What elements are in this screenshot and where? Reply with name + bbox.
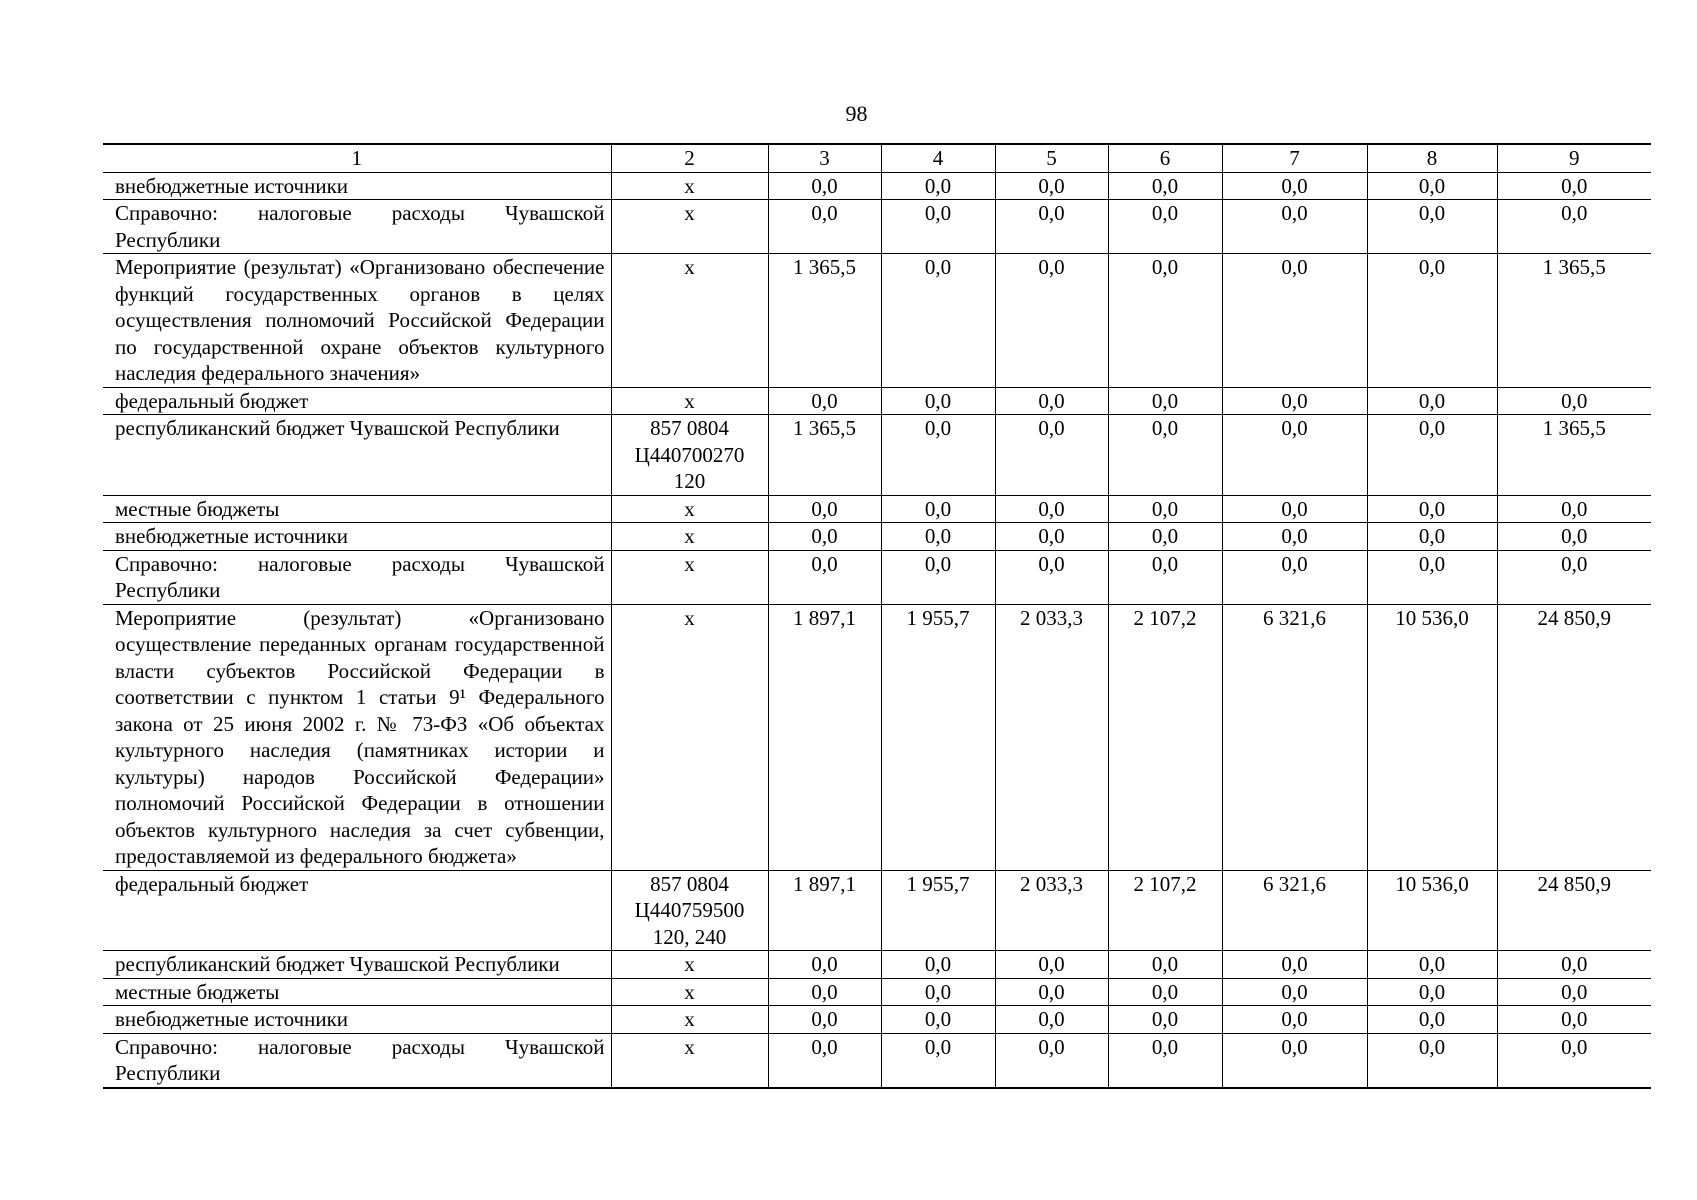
- value-cell: 0,0: [881, 254, 995, 388]
- value-cell: 0,0: [1367, 200, 1497, 254]
- row-name-cell: местные бюджеты: [103, 978, 611, 1006]
- value-cell: 0,0: [1222, 523, 1367, 551]
- header-cell: 8: [1367, 144, 1497, 172]
- value-cell: 1 897,1: [768, 870, 881, 951]
- value-cell: 1 365,5: [1497, 415, 1651, 496]
- value-cell: 24 850,9: [1497, 604, 1651, 870]
- value-cell: 0,0: [1367, 550, 1497, 604]
- value-cell: 0,0: [1367, 1006, 1497, 1034]
- budget-code-cell: 857 0804 Ц440759500 120, 240: [611, 870, 768, 951]
- value-cell: 0,0: [995, 523, 1108, 551]
- budget-code-cell: х: [611, 1033, 768, 1088]
- value-cell: 0,0: [1367, 978, 1497, 1006]
- value-cell: 0,0: [1222, 254, 1367, 388]
- value-cell: 1 365,5: [768, 415, 881, 496]
- header-cell: 2: [611, 144, 768, 172]
- value-cell: 0,0: [1497, 978, 1651, 1006]
- row-name-cell: внебюджетные источники: [103, 523, 611, 551]
- value-cell: 0,0: [881, 523, 995, 551]
- value-cell: 10 536,0: [1367, 604, 1497, 870]
- value-cell: 0,0: [1108, 415, 1222, 496]
- value-cell: 0,0: [995, 254, 1108, 388]
- budget-code-cell: х: [611, 978, 768, 1006]
- value-cell: 0,0: [1367, 523, 1497, 551]
- table-row: [103, 387, 1651, 415]
- row-name-cell: Мероприятие (результат) «Организовано обеспечение функций государственных органов в целях осуществления полномочий Российской Федерации по государственной охране объектов культурного наследия федерального значения»: [103, 254, 611, 388]
- value-cell: 0,0: [995, 387, 1108, 415]
- table-row: [103, 415, 1651, 496]
- value-cell: 0,0: [768, 523, 881, 551]
- value-cell: 0,0: [1108, 172, 1222, 200]
- value-cell: 0,0: [768, 200, 881, 254]
- value-cell: 1 955,7: [881, 870, 995, 951]
- budget-code-cell: х: [611, 200, 768, 254]
- value-cell: 0,0: [995, 415, 1108, 496]
- value-cell: 0,0: [1497, 172, 1651, 200]
- value-cell: 0,0: [1108, 387, 1222, 415]
- value-cell: 0,0: [881, 978, 995, 1006]
- value-cell: 2 033,3: [995, 870, 1108, 951]
- value-cell: 0,0: [1222, 415, 1367, 496]
- value-cell: 0,0: [1108, 523, 1222, 551]
- value-cell: 0,0: [1108, 1006, 1222, 1034]
- value-cell: 0,0: [1367, 951, 1497, 979]
- table-row: [103, 1006, 1651, 1034]
- value-cell: 0,0: [768, 951, 881, 979]
- value-cell: 10 536,0: [1367, 870, 1497, 951]
- value-cell: 1 955,7: [881, 604, 995, 870]
- budget-code-cell: х: [611, 604, 768, 870]
- value-cell: 0,0: [768, 550, 881, 604]
- value-cell: 0,0: [881, 172, 995, 200]
- value-cell: 0,0: [1108, 254, 1222, 388]
- value-cell: 6 321,6: [1222, 870, 1367, 951]
- value-cell: 0,0: [1497, 1006, 1651, 1034]
- header-cell: 7: [1222, 144, 1367, 172]
- header-cell: 9: [1497, 144, 1651, 172]
- value-cell: 0,0: [1108, 978, 1222, 1006]
- value-cell: 2 033,3: [995, 604, 1108, 870]
- value-cell: 0,0: [1108, 1033, 1222, 1088]
- value-cell: 24 850,9: [1497, 870, 1651, 951]
- row-name-cell: внебюджетные источники: [103, 1006, 611, 1034]
- value-cell: 0,0: [1108, 951, 1222, 979]
- value-cell: 0,0: [995, 1033, 1108, 1088]
- value-cell: 0,0: [1497, 495, 1651, 523]
- row-name-cell: федеральный бюджет: [103, 387, 611, 415]
- value-cell: 0,0: [1222, 951, 1367, 979]
- value-cell: 0,0: [995, 495, 1108, 523]
- budget-code-cell: х: [611, 1006, 768, 1034]
- value-cell: 0,0: [881, 387, 995, 415]
- value-cell: 0,0: [995, 978, 1108, 1006]
- value-cell: 0,0: [1367, 387, 1497, 415]
- value-cell: 0,0: [768, 387, 881, 415]
- header-cell: 1: [103, 144, 611, 172]
- page-number: 98: [845, 101, 868, 126]
- row-name-cell: федеральный бюджет: [103, 870, 611, 951]
- value-cell: 0,0: [995, 1006, 1108, 1034]
- value-cell: 0,0: [881, 1006, 995, 1034]
- budget-code-cell: х: [611, 951, 768, 979]
- row-name-cell: местные бюджеты: [103, 495, 611, 523]
- value-cell: 0,0: [1222, 200, 1367, 254]
- table-row: [103, 172, 1651, 200]
- budget-code-cell: х: [611, 172, 768, 200]
- row-name-cell: республиканский бюджет Чувашской Республики: [103, 951, 611, 979]
- value-cell: 0,0: [768, 978, 881, 1006]
- value-cell: 0,0: [1222, 387, 1367, 415]
- value-cell: 0,0: [1367, 415, 1497, 496]
- value-cell: 0,0: [768, 1006, 881, 1034]
- header-cell: 4: [881, 144, 995, 172]
- value-cell: 2 107,2: [1108, 870, 1222, 951]
- value-cell: 2 107,2: [1108, 604, 1222, 870]
- value-cell: 0,0: [1497, 1033, 1651, 1088]
- value-cell: 0,0: [1367, 172, 1497, 200]
- header-row: [103, 144, 1651, 172]
- budget-code-cell: 857 0804 Ц440700270 120: [611, 415, 768, 496]
- table-row: [103, 604, 1651, 870]
- value-cell: 0,0: [1367, 254, 1497, 388]
- value-cell: 0,0: [881, 200, 995, 254]
- value-cell: 1 897,1: [768, 604, 881, 870]
- value-cell: 0,0: [768, 1033, 881, 1088]
- value-cell: 0,0: [1222, 1006, 1367, 1034]
- table-row: [103, 495, 1651, 523]
- value-cell: 0,0: [881, 951, 995, 979]
- value-cell: 0,0: [995, 951, 1108, 979]
- budget-code-cell: х: [611, 523, 768, 551]
- table-row: [103, 254, 1651, 388]
- value-cell: 0,0: [1222, 495, 1367, 523]
- table-row: [103, 870, 1651, 951]
- value-cell: 0,0: [768, 495, 881, 523]
- table-body: [103, 144, 1651, 1088]
- value-cell: 6 321,6: [1222, 604, 1367, 870]
- budget-table: [103, 143, 1651, 1089]
- budget-code-cell: х: [611, 254, 768, 388]
- value-cell: 0,0: [881, 550, 995, 604]
- value-cell: 0,0: [1497, 200, 1651, 254]
- value-cell: 0,0: [1108, 200, 1222, 254]
- value-cell: 0,0: [1497, 387, 1651, 415]
- value-cell: 0,0: [1108, 550, 1222, 604]
- row-name-cell: республиканский бюджет Чувашской Республики: [103, 415, 611, 496]
- row-name-cell: Мероприятие (результат) «Организовано осуществление переданных органам государственной власти субъектов Российской Федерации в соответствии с пунктом 1 статьи 9¹ Федерального закона от 25 июня 2002 г. № 73-ФЗ «Об объектах культурного наследия (памятниках истории и культуры) народов Российской Федерации» полномочий Российской Федерации в отношении объектов культурного наследия за счет субвенции, предоставляемой из федерального бюджета»: [103, 604, 611, 870]
- table-row: [103, 523, 1651, 551]
- header-cell: 6: [1108, 144, 1222, 172]
- value-cell: 0,0: [1367, 495, 1497, 523]
- value-cell: 0,0: [1497, 550, 1651, 604]
- table-row: [103, 200, 1651, 254]
- value-cell: 0,0: [1497, 951, 1651, 979]
- value-cell: 0,0: [1222, 550, 1367, 604]
- header-cell: 3: [768, 144, 881, 172]
- value-cell: 0,0: [881, 495, 995, 523]
- table-row: [103, 951, 1651, 979]
- table-row: [103, 978, 1651, 1006]
- value-cell: 0,0: [881, 1033, 995, 1088]
- table-row: [103, 550, 1651, 604]
- header-cell: 5: [995, 144, 1108, 172]
- budget-code-cell: х: [611, 495, 768, 523]
- value-cell: 0,0: [881, 415, 995, 496]
- budget-code-cell: х: [611, 550, 768, 604]
- table-row: [103, 1033, 1651, 1088]
- budget-code-cell: х: [611, 387, 768, 415]
- row-name-cell: внебюджетные источники: [103, 172, 611, 200]
- value-cell: 1 365,5: [768, 254, 881, 388]
- value-cell: 0,0: [995, 200, 1108, 254]
- value-cell: 1 365,5: [1497, 254, 1651, 388]
- row-name-cell: Справочно: налоговые расходы Чувашской Республики: [103, 200, 611, 254]
- value-cell: 0,0: [1222, 1033, 1367, 1088]
- value-cell: 0,0: [768, 172, 881, 200]
- value-cell: 0,0: [1222, 978, 1367, 1006]
- row-name-cell: Справочно: налоговые расходы Чувашской Республики: [103, 550, 611, 604]
- row-name-cell: Справочно: налоговые расходы Чувашской Республики: [103, 1033, 611, 1088]
- value-cell: 0,0: [1222, 172, 1367, 200]
- value-cell: 0,0: [1108, 495, 1222, 523]
- value-cell: 0,0: [995, 172, 1108, 200]
- value-cell: 0,0: [1497, 523, 1651, 551]
- value-cell: 0,0: [1367, 1033, 1497, 1088]
- value-cell: 0,0: [995, 550, 1108, 604]
